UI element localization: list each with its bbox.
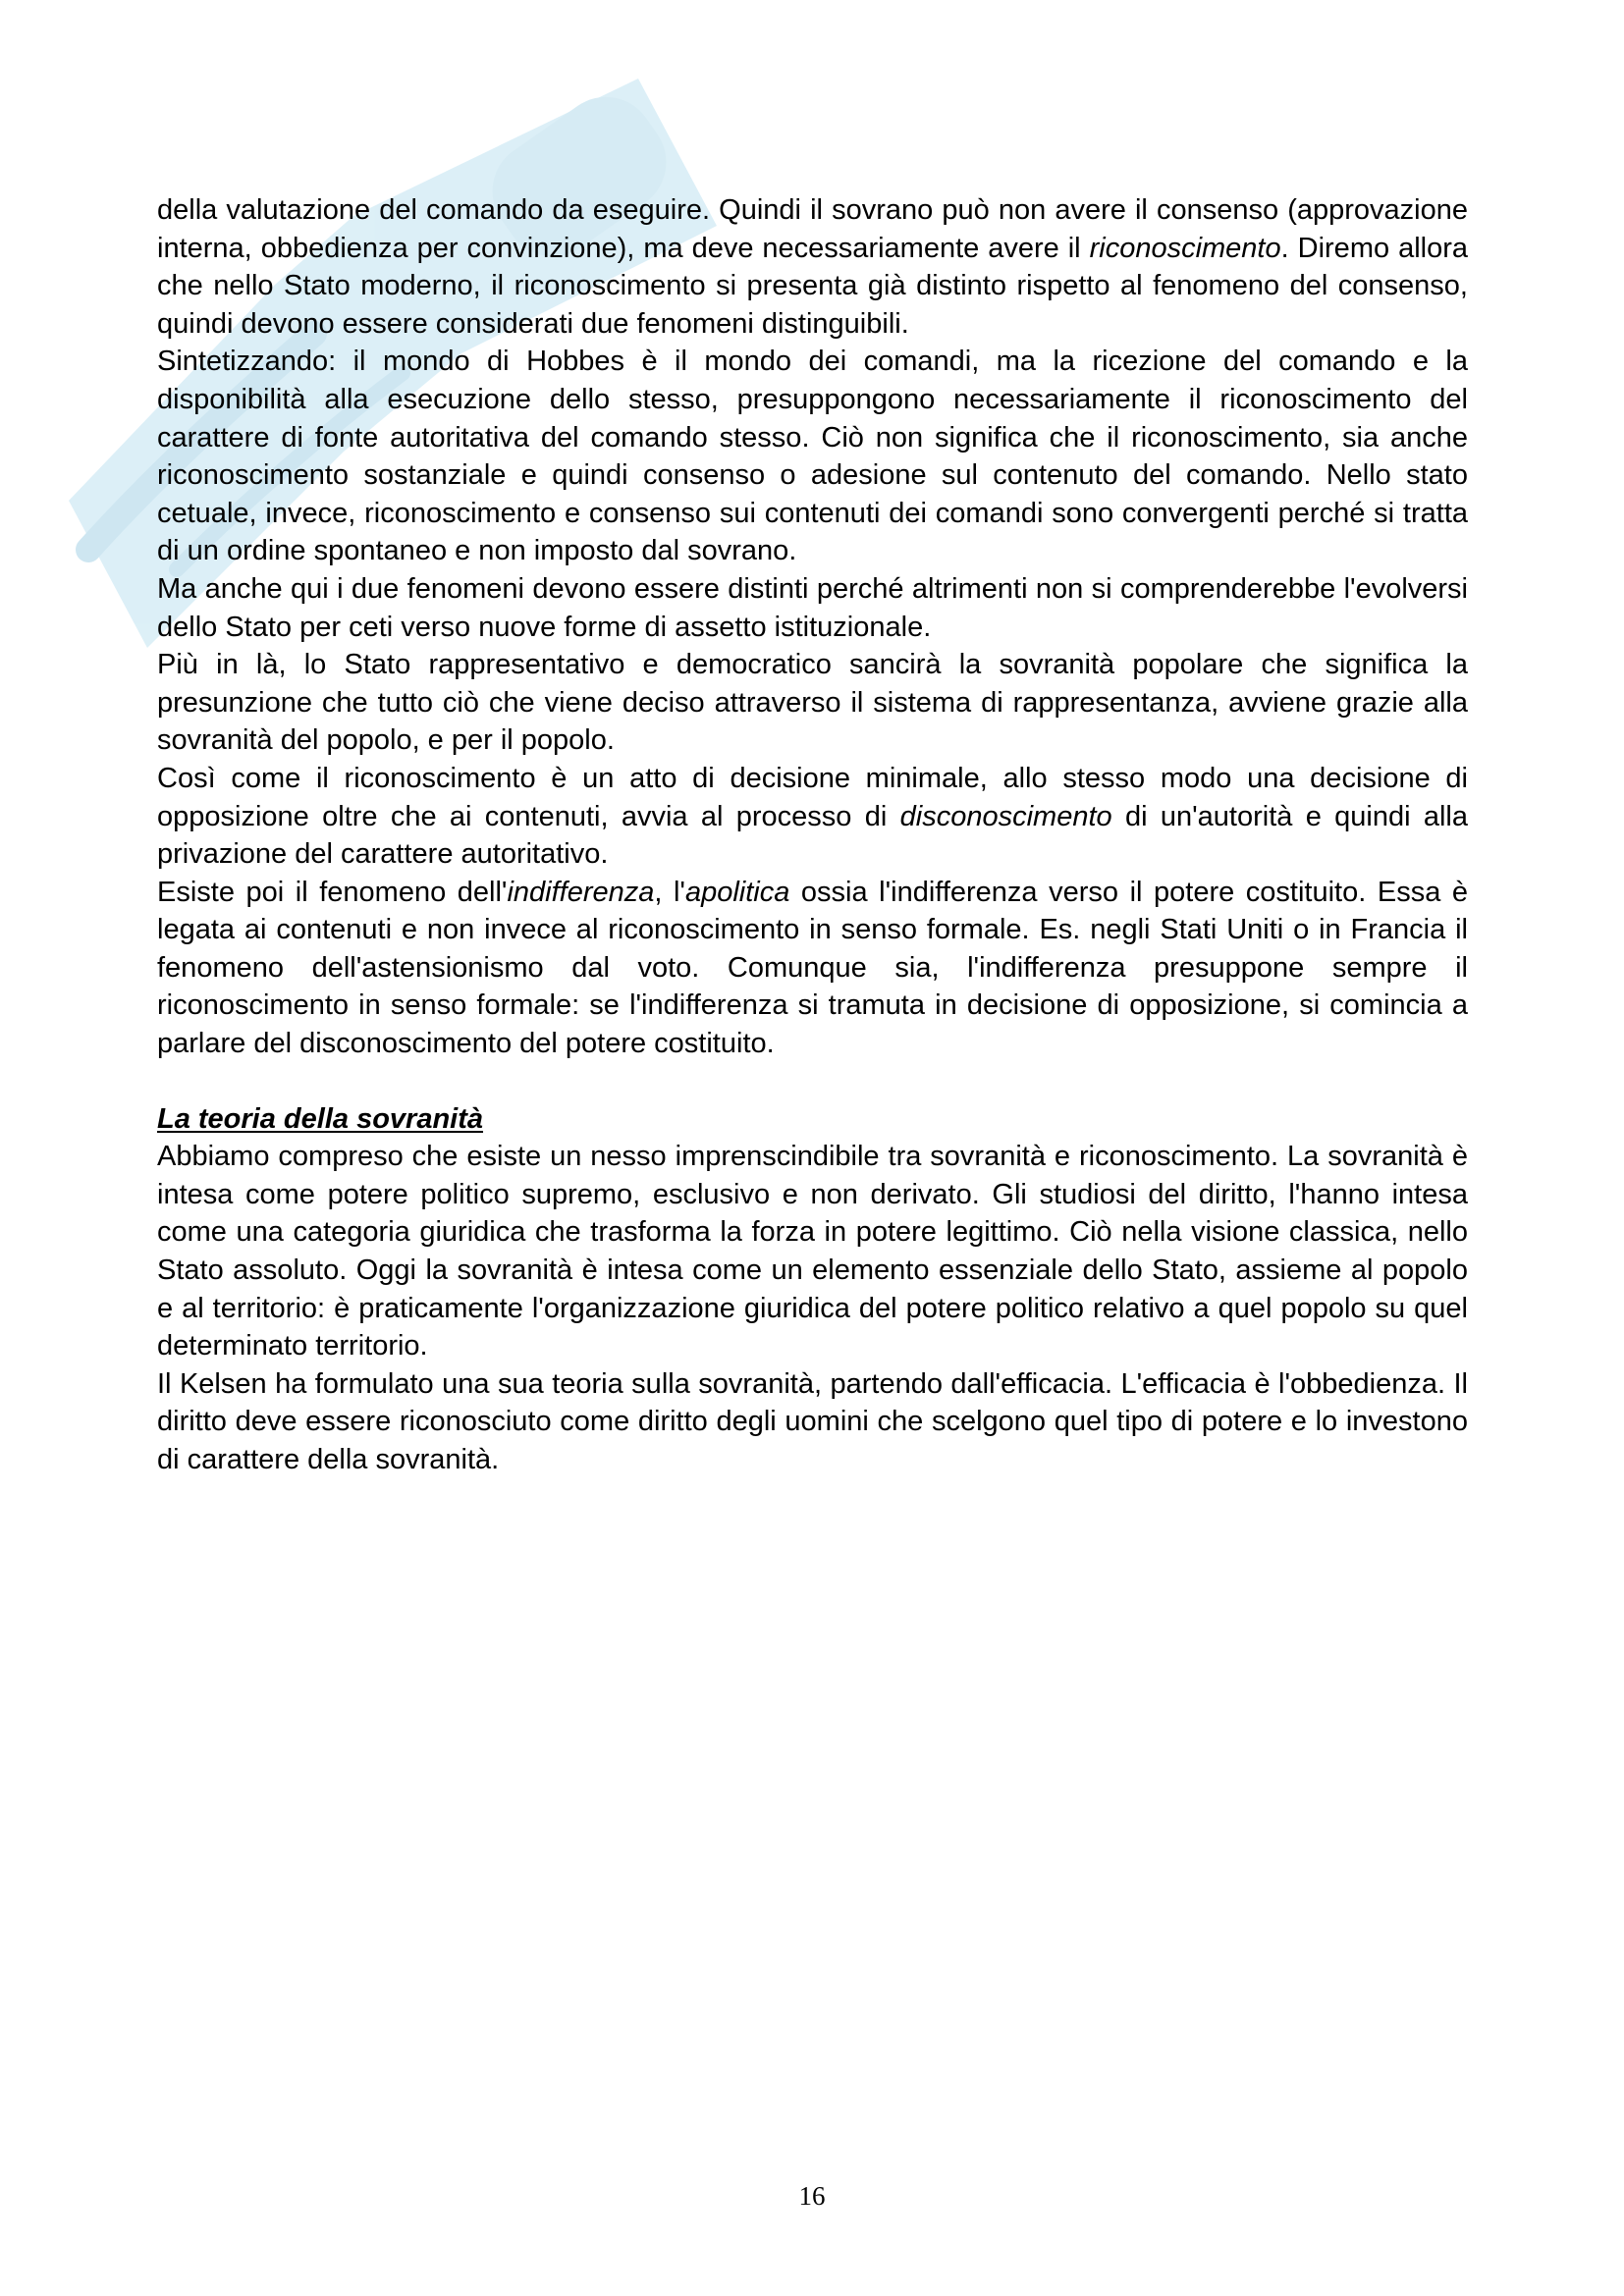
paragraph-indifference: Esiste poi il fenomeno dell'indifferenza, l'apolitica ossia l'indifferenza verso il potere costituito. Essa è legata ai contenuti e non invece al riconoscimento in senso formale. Es. negli Stati Uniti o in Francia il fenomeno dell'astensionismo dal voto. Comunque sia, l'indifferenza presuppone sempre il riconoscimento in senso formale: se l'indifferenza si tramuta in decisione di opposizione, si comincia a parlare del disconoscimento del potere costituito. [157, 876, 1469, 1060]
term-apolitica: apolitica [684, 876, 790, 908]
paragraph-hobbes: Sintetizzando: il mondo di Hobbes è il mondo dei comandi, ma la ricezione del comando e la disponibilità alla esecuzione dello stesso, presuppongono necessariamente il riconoscimento del carattere di fonte autoritativa del comando stesso. Ciò non significa che il riconoscimento, sia anche riconoscimento sostanziale e quindi consenso o adesione sul contenuto del comando. Nello stato cetuale, invece, riconoscimento e consenso sui contenuti dei comandi sono convergenti perché si tratta di un ordine spontaneo e non imposto dal sovrano. [157, 346, 1468, 567]
document-body [157, 191, 1468, 1479]
paragraph-kelsen: Il Kelsen ha formulato una sua teoria sulla sovranità, partendo dall'efficacia. L'efficacia è l'obbedienza. Il diritto deve essere riconosciuto come diritto degli uomini che scelgono quel tipo di potere e lo investono di carattere della sovranità. [157, 1367, 1468, 1475]
paragraph-recognition: della valutazione del comando da eseguire. Quindi il sovrano può non avere il consenso (approvazione interna, obbedienza per convinzione), ma deve necessariamente avere il riconoscimento. Diremo allora che nello Stato moderno, il riconoscimento si presenta già distinto rispetto al fenomeno del consenso, quindi devono essere considerati due fenomeni distinguibili. [157, 194, 1468, 340]
term-disconoscimento: disconoscimento [899, 800, 1112, 832]
section-heading: La teoria della sovranità [157, 1102, 484, 1135]
paragraph-sovereignty: Abbiamo compreso che esiste un nesso imprenscindibile tra sovranità e riconoscimento. La sovranità è intesa come potere politico supremo, esclusivo e non derivato. Gli studiosi del diritto, l'hanno intesa come una categoria giuridica che trasforma la forza in potere legittimo. Ciò nella visione classica, nello Stato assoluto. Oggi la sovranità è intesa come un elemento essenziale dello Stato, assieme al popolo e al territorio: è praticamente l'organizzazione giuridica del potere politico relativo a quel popolo su quel determinato territorio. [157, 1141, 1468, 1362]
paragraph-popular-sovereignty: Più in là, lo Stato rappresentativo e democratico sancirà la sovranità popolare che significa la presunzione che tutto ciò che viene deciso attraverso il sistema di rappresentanza, avviene grazie alla sovranità del popolo, e per il popolo. [157, 649, 1468, 757]
page-number: 16 [798, 2181, 826, 2211]
term-indifferenza: indifferenza [507, 876, 655, 908]
paragraph-distinction: Ma anche qui i due fenomeni devono essere distinti perché altrimenti non si comprenderebbe l'evolversi dello Stato per ceti verso nuove forme di assetto istituzionale. [157, 572, 1468, 643]
term-riconoscimento: riconoscimento [1089, 232, 1281, 264]
paragraph-spacer [157, 1063, 1468, 1100]
paragraph-disconoscimento: Così come il riconoscimento è un atto di decisione minimale, allo stesso modo una decisione di opposizione oltre che ai contenuti, avvia al processo di disconoscimento di un'autorità e quindi alla privazione del carattere autoritativo. [157, 762, 1468, 871]
